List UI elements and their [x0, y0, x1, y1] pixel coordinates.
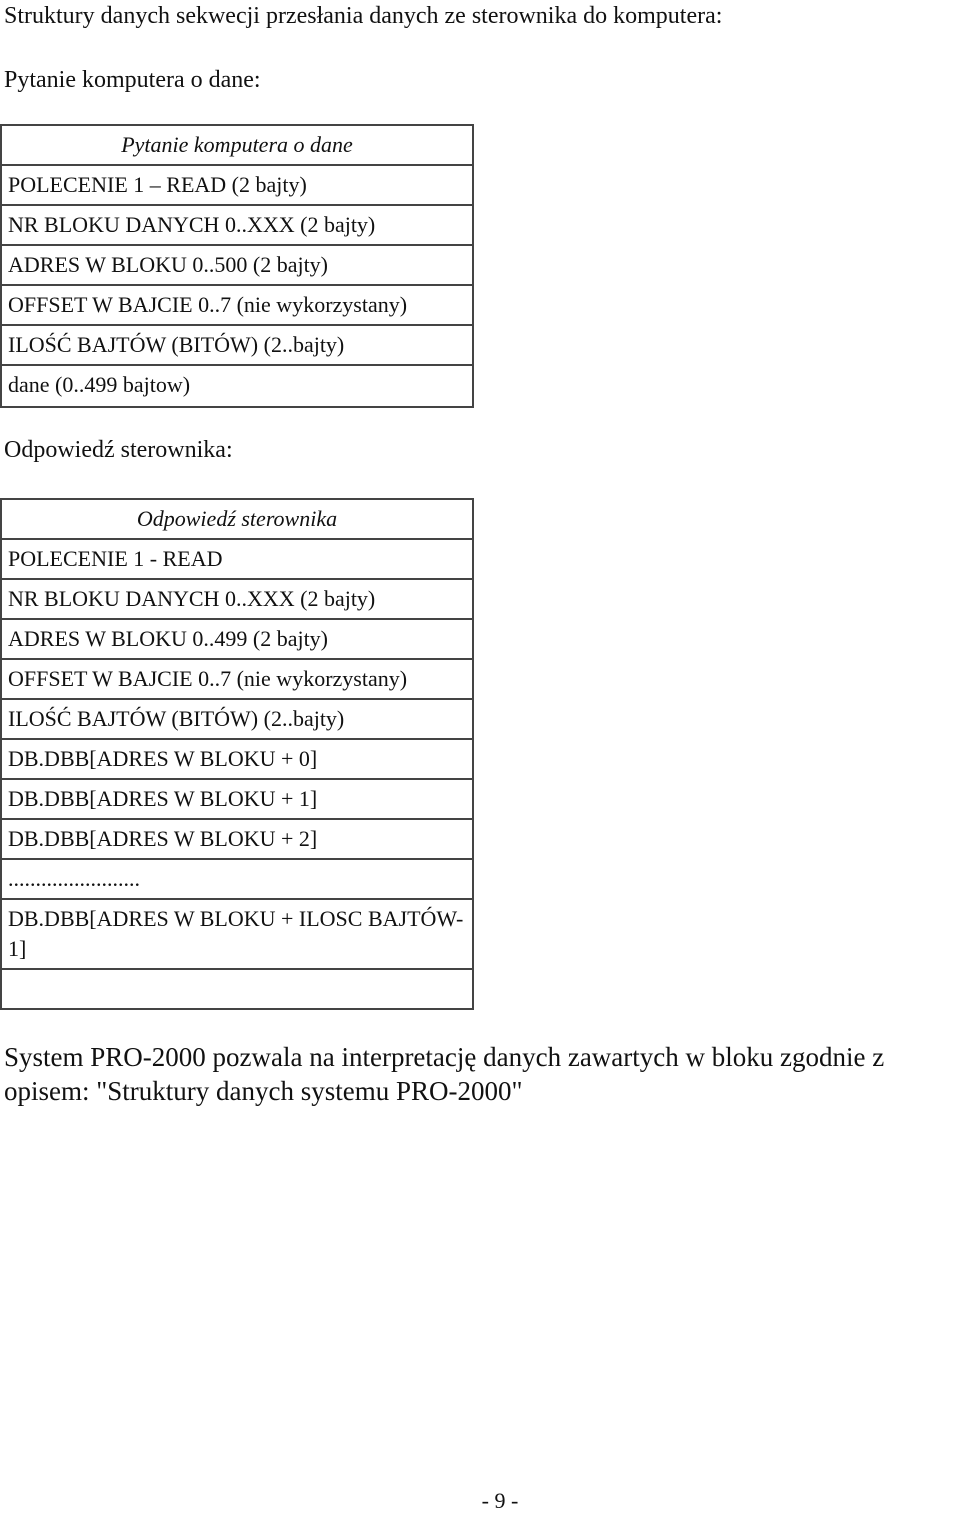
- response-table-row: DB.DBB[ADRES W BLOKU + 0]: [2, 740, 472, 780]
- page-number: - 9 -: [481, 1488, 519, 1513]
- response-table-row: ILOŚĆ BAJTÓW (BITÓW) (2..bajty): [2, 700, 472, 740]
- request-table-row: NR BLOKU DANYCH 0..XXX (2 bajty): [2, 206, 472, 246]
- request-table-row: ILOŚĆ BAJTÓW (BITÓW) (2..bajty): [2, 326, 472, 366]
- response-table: [0, 498, 474, 1010]
- response-table-row: DB.DBB[ADRES W BLOKU + ILOSC BAJTÓW-1]: [2, 900, 472, 970]
- note-paragraph: System PRO-2000 pozwala na interpretację danych zawartych w bloku zgodnie z opisem: "Struktury danych systemu PRO-2000": [4, 1042, 885, 1106]
- response-table-empty-row: [2, 970, 472, 1008]
- request-table-row: dane (0..499 bajtow): [8, 372, 191, 397]
- response-table-row: POLECENIE 1 - READ: [2, 540, 472, 580]
- document-heading: Struktury danych sekwecji przesłania danych ze sterownika do komputera:: [4, 3, 723, 29]
- response-table-title: Odpowiedź sterownika: [2, 500, 472, 540]
- response-label: Odpowiedź sterownika:: [4, 437, 233, 463]
- response-table-row: DB.DBB[ADRES W BLOKU + 2]: [2, 820, 472, 860]
- request-table-row: OFFSET W BAJCIE 0..7 (nie wykorzystany): [2, 286, 472, 326]
- response-table-row: OFFSET W BAJCIE 0..7 (nie wykorzystany): [2, 660, 472, 700]
- response-table-row: ........................: [2, 860, 472, 900]
- response-table-row: DB.DBB[ADRES W BLOKU + 1]: [2, 780, 472, 820]
- request-table: [0, 124, 474, 408]
- request-table-row: POLECENIE 1 – READ (2 bajty): [2, 166, 472, 206]
- response-table-row: NR BLOKU DANYCH 0..XXX (2 bajty): [2, 580, 472, 620]
- request-label: Pytanie komputera o dane:: [4, 67, 261, 93]
- response-table-row: ADRES W BLOKU 0..499 (2 bajty): [2, 620, 472, 660]
- request-table-row: ADRES W BLOKU 0..500 (2 bajty): [2, 246, 472, 286]
- request-table-title: Pytanie komputera o dane: [2, 126, 472, 166]
